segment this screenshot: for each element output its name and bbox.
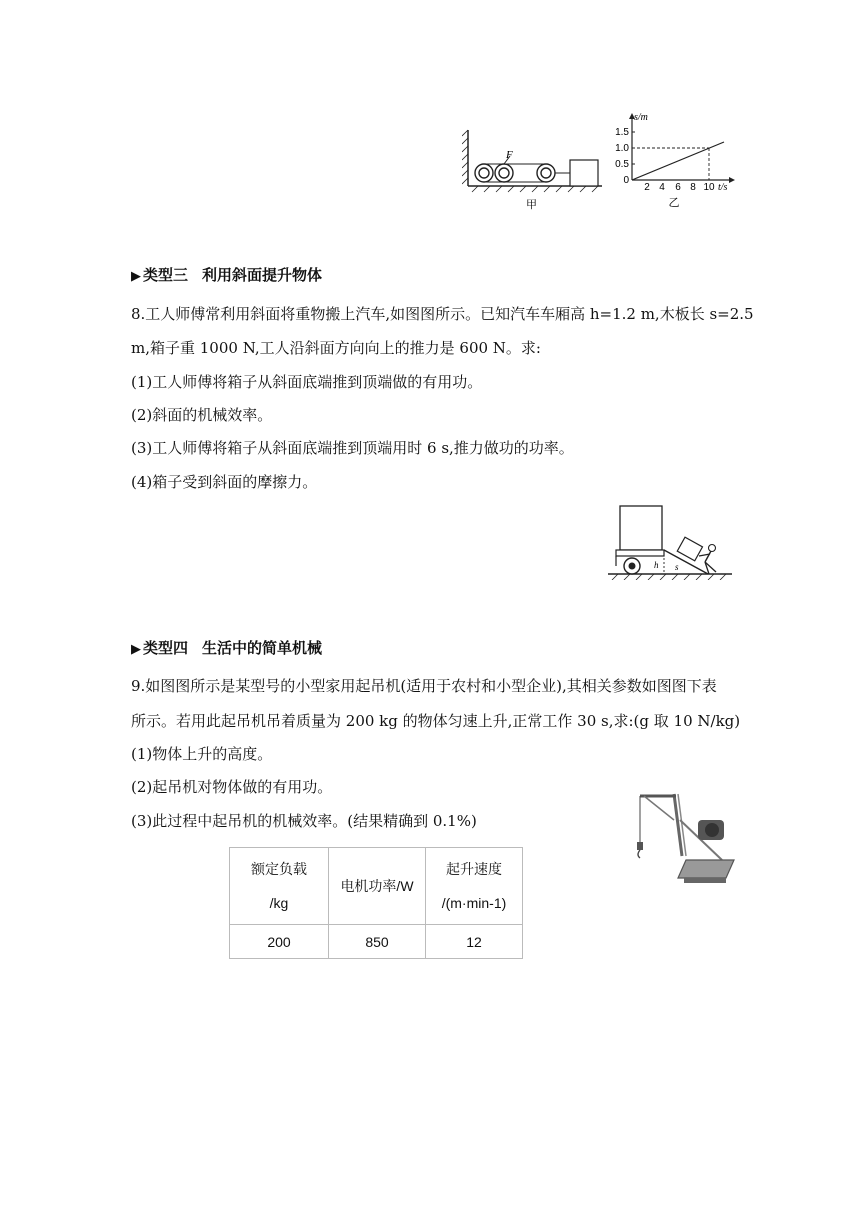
- y-tick: 1.5: [615, 127, 629, 138]
- header-load: 额定负载: [251, 861, 307, 877]
- graph-label: 乙: [668, 196, 680, 209]
- q9-sub1: (1)物体上升的高度。: [131, 745, 273, 763]
- header-speed-unit: /(m·min-1): [441, 895, 507, 911]
- crane-image: [630, 790, 738, 888]
- x-tick: 8: [690, 182, 696, 193]
- table-cell: 850: [329, 925, 426, 959]
- x-tick: 2: [644, 182, 650, 193]
- table-cell: 12: [426, 925, 523, 959]
- q9-sub2: (2)起吊机对物体做的有用功。: [131, 778, 333, 796]
- table-header-cell: [230, 848, 329, 925]
- section3-heading: [131, 264, 322, 285]
- truck-ramp-figure: [608, 504, 734, 580]
- q8-sub4: (4)箱子受到斜面的摩擦力。: [131, 473, 318, 491]
- y-tick: 1.0: [615, 143, 629, 154]
- section4-title: 类型四: [143, 639, 189, 657]
- table-header-cell: [426, 848, 523, 925]
- y-tick: 0: [623, 175, 629, 186]
- q8-sub2: (2)斜面的机械效率。: [131, 406, 273, 424]
- q8-sub1: (1)工人师傅将箱子从斜面底端推到顶端做的有用功。: [131, 373, 483, 391]
- q9-line1: 9.如图图所示是某型号的小型家用起吊机(适用于农村和小型企业),其相关参数如图图下表: [131, 677, 717, 695]
- force-label: F: [506, 149, 513, 161]
- q8-line2: m,箱子重 1000 N,工人沿斜面方向向上的推力是 600 N。求:: [131, 339, 541, 357]
- section4-heading: [131, 637, 322, 658]
- q8-line1: 8.工人师傅常利用斜面将重物搬上汽车,如图图所示。已知汽车车厢高 h=1.2 m,木板长 s=2.5: [131, 305, 754, 323]
- table-row: [230, 925, 523, 959]
- table-header-row: [230, 848, 523, 925]
- section3-title: 类型三: [143, 266, 189, 284]
- section4-subtitle: 生活中的简单机械: [202, 639, 323, 657]
- x-tick: 4: [659, 182, 665, 193]
- section3-subtitle: 利用斜面提升物体: [202, 266, 323, 284]
- figure-left-label: 甲: [526, 198, 537, 211]
- triangle-marker-icon: ▶: [131, 269, 141, 284]
- table-cell: 200: [230, 925, 329, 959]
- x-tick: 10: [703, 182, 715, 193]
- q9-sub3: (3)此过程中起吊机的机械效率。(结果精确到 0.1%): [131, 812, 477, 830]
- table-header-cell: [329, 848, 426, 925]
- x-axis-label: t/s: [718, 182, 728, 193]
- header-power: 电机功率/W: [340, 878, 414, 894]
- y-axis-label: s/m: [634, 112, 648, 123]
- header-speed: 起升速度: [446, 861, 502, 877]
- length-label: s: [675, 562, 679, 572]
- x-tick: 6: [675, 182, 681, 193]
- y-tick: 0.5: [615, 159, 629, 170]
- pulley-figure: [462, 126, 602, 212]
- q9-line2: 所示。若用此起吊机吊着质量为 200 kg 的物体匀速上升,正常工作 30 s,求:(g 取 10 N/kg): [131, 712, 741, 730]
- crane-params-table: [229, 847, 523, 959]
- triangle-marker-icon: ▶: [131, 642, 141, 657]
- height-label: h: [654, 560, 659, 570]
- q8-sub3: (3)工人师傅将箱子从斜面底端推到顶端用时 6 s,推力做功的功率。: [131, 439, 574, 457]
- header-load-unit: /kg: [269, 895, 289, 911]
- st-graph: [612, 110, 737, 210]
